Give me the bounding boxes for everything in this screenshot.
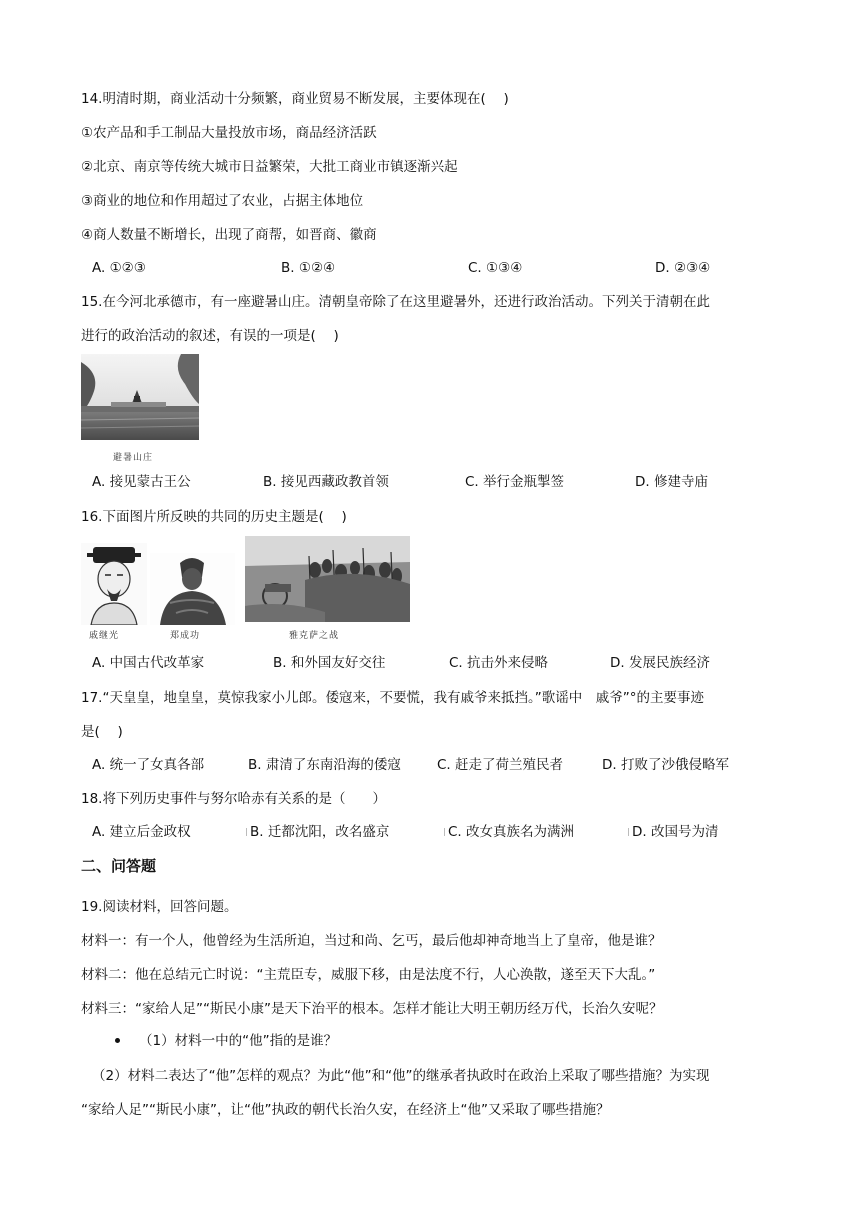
q14-item-1: ①农产品和手工制品大量投放市场，商品经济活跃 — [81, 125, 377, 141]
q16-option-b[interactable]: B. 和外国友好交往 — [273, 655, 386, 671]
q15-option-b[interactable]: B. 接见西藏政教首领 — [263, 474, 389, 490]
q14-item-2: ②北京、南京等传统大城市日益繁荣，大批工商业市镇逐渐兴起 — [81, 159, 458, 175]
q17-option-c[interactable]: C. 赶走了荷兰殖民者 — [437, 757, 564, 773]
q14-option-b[interactable]: B. ①②④ — [281, 260, 336, 276]
q14-option-a[interactable]: A. ①②③ — [92, 260, 146, 276]
q16-option-d[interactable]: D. 发展民族经济 — [610, 655, 710, 671]
zheng-chenggong-statue — [150, 553, 235, 625]
q18-option-d[interactable]: D. 改国号为清 — [632, 824, 719, 840]
q17-option-d[interactable]: D. 打败了沙俄侵略军 — [602, 757, 729, 773]
q17-option-b[interactable]: B. 肃清了东南沿海的倭寇 — [248, 757, 401, 773]
q17-stem-line1: 17.“天皇皇，地皇皇，莫惊我家小儿郎。倭寇来，不要慌，我有戚爷来抵挡。”歌谣中 戚爷”°的主要事迹 — [81, 690, 704, 706]
q16-caption-1: 戚继光 — [89, 631, 120, 641]
q16-option-c[interactable]: C. 抗击外来侵略 — [449, 655, 549, 671]
q19-material-1: 材料一：有一个人，他曾经为生活所迫，当过和尚、乞丐，最后他却神奇地当上了皇帝，他是谁？ — [81, 933, 662, 949]
q15-option-d[interactable]: D. 修建寺庙 — [635, 474, 708, 490]
q16-option-a[interactable]: A. 中国古代改革家 — [92, 655, 205, 671]
q15-image-caption: 避暑山庄 — [113, 453, 154, 463]
q14-item-3: ③商业的地位和作用超过了农业，占据主体地位 — [81, 193, 364, 209]
q19-material-3: 材料三：“家给人足”“斯民小康”是天下治平的根本。怎样才能让大明王朝历经万代，长治久安呢？ — [81, 1001, 663, 1017]
section-heading: 二、问答题 — [81, 857, 157, 875]
yaksa-battle-painting — [245, 536, 410, 622]
q19-material-2: 材料二：他在总结元亡时说：“主荒臣专，威服下移，由是法度不行，人心涣散，遂至天下大乱。” — [81, 967, 656, 983]
q18-option-a[interactable]: A. 建立后金政权 — [92, 824, 191, 840]
qi-jiguang-portrait — [81, 543, 147, 625]
q17-option-a[interactable]: A. 统一了女真各部 — [92, 757, 205, 773]
q15-option-a[interactable]: A. 接见蒙古王公 — [92, 474, 191, 490]
q19-stem: 19.阅读材料，回答问题。 — [81, 899, 238, 915]
q14-option-c[interactable]: C. ①③④ — [468, 260, 523, 276]
q15-stem-line2: 进行的政治活动的叙述，有误的一项是( ) — [81, 328, 339, 344]
q14-option-d[interactable]: D. ②③④ — [655, 260, 711, 276]
q19-sub-question-2-line2: “家给人足”“斯民小康”，让“他”执政的朝代长治久安，在经济上“他”又采取了哪些措施？ — [81, 1102, 610, 1118]
q18-stem: 18.将下列历史事件与努尔哈赤有关系的是（ ） — [81, 791, 386, 807]
q15-option-c[interactable]: C. 举行金瓶掣签 — [465, 474, 565, 490]
q18-option-b[interactable]: B. 迁都沈阳，改名盛京 — [250, 824, 390, 840]
q17-stem-line2: 是( ) — [81, 724, 123, 740]
q19-sub-question-1: （1）材料一中的“他”指的是谁？ — [139, 1033, 338, 1049]
q14-item-4: ④商人数量不断增长，出现了商帮，如晋商、徽商 — [81, 227, 377, 243]
summer-resort-photo — [81, 354, 199, 450]
q19-sub-question-2-line1: （2）材料二表达了“他”怎样的观点？为此“他”和“他”的继承者执政时在政治上采取了哪些措施？为实现 — [92, 1068, 710, 1084]
q16-caption-3: 雅克萨之战 — [289, 631, 340, 641]
bullet-dot — [115, 1038, 120, 1043]
q15-stem-line1: 15.在今河北承德市，有一座避暑山庄。清朝皇帝除了在这里避暑外，还进行政治活动。下列关于清朝在此 — [81, 294, 710, 310]
q18-option-c[interactable]: C. 改女真族名为满洲 — [448, 824, 575, 840]
q16-stem: 16.下面图片所反映的共同的历史主题是( ) — [81, 509, 347, 525]
q16-caption-2: 郑成功 — [170, 631, 201, 641]
q14-stem: 14.明清时期，商业活动十分频繁，商业贸易不断发展，主要体现在( ) — [81, 91, 509, 107]
